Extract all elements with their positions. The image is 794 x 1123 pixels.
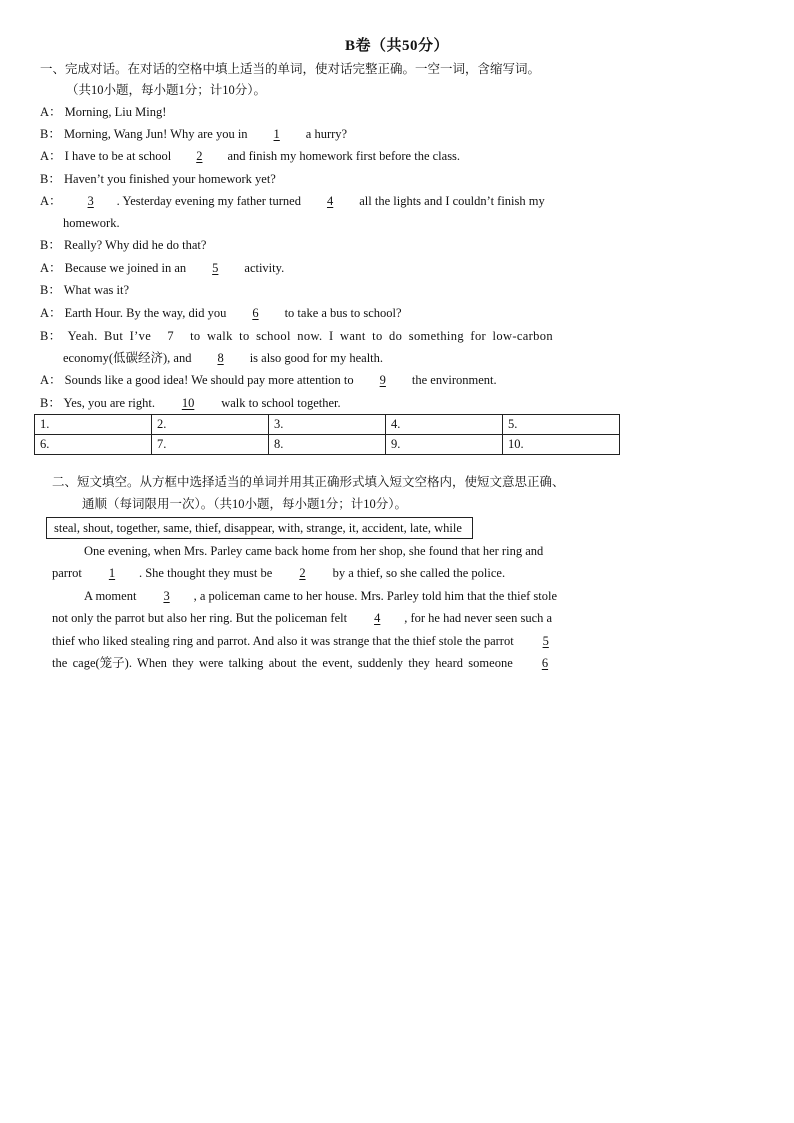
dialogue-line: B： What was it? [40,283,130,297]
passage-line: parrot 1 . She thought they must be 2 by a thief, so she called the police. [52,566,506,580]
blank-7[interactable]: 7 [167,329,174,343]
table-row [35,415,620,435]
answer-cell[interactable]: 8. [269,435,386,455]
answer-cell[interactable]: 4. [386,415,503,435]
table-row [35,435,620,455]
dialogue-line: B： Morning, Wang Jun! Why are you in 1 a hurry? [40,127,348,141]
dialogue-line-cont: economy(低碳经济), and 8 is also good for my health. [63,351,384,365]
passage-blank-1[interactable]: 1 [108,566,116,580]
dialogue-line: B： Yes, you are right. 10 walk to school together. [40,396,341,410]
dialogue-line: A： 3 . Yesterday evening my father turned 4 all the lights and I couldn’t finish my [40,194,545,208]
answer-table [34,414,620,455]
word-box: steal, shout, together, same, thief, disappear, with, strange, it, accident, late, while [46,517,473,539]
dialogue-line: B： Haven’t you finished your homework yet? [40,172,276,186]
answer-cell[interactable]: 2. [152,415,269,435]
passage-line: A moment 3 , a policeman came to her house. Mrs. Parley told him that the thief stole [84,589,558,603]
passage-blank-3[interactable]: 3 [163,589,170,603]
answer-cell[interactable]: 1. [35,415,152,435]
passage-blank-2[interactable]: 2 [299,566,306,580]
dialogue-line: B： Yeah. But I’ve 7 to walk to school now. I want to do something for low-carbon [40,329,553,343]
section1-heading-cont: （共10小题，每小题1分；计10分）。 [66,83,267,97]
section1-heading: 一、完成对话。在对话的空格中填上适当的单词，使对话完整正确。一空一词，含缩写词。 [40,62,541,76]
blank-2[interactable]: 2 [196,149,203,163]
passage-blank-5[interactable]: 5 [542,634,549,648]
passage-line: the cage(笼子). When they were talking about the event, suddenly they heard someone 6 [52,656,549,670]
dialogue-line: A： Morning, Liu Ming! [40,105,167,119]
answer-cell[interactable]: 10. [503,435,620,455]
answer-cell[interactable]: 3. [269,415,386,435]
passage-line: not only the parrot but also her ring. But the policeman felt 4 , for he had never seen such a [52,611,553,625]
blank-3[interactable]: 3 [87,194,94,208]
dialogue-line: A： I have to be at school 2 and finish my homework first before the class. [40,149,461,163]
passage-blank-6[interactable]: 6 [541,656,549,670]
dialogue-line-cont: homework. [63,216,120,230]
passage-line: thief who liked stealing ring and parrot. And also it was strange that the thief stole the parrot 5 [52,634,549,648]
page-title: B卷（共50分） [344,38,449,54]
dialogue-line: A： Sounds like a good idea! We should pay more attention to 9 the environment. [40,373,497,387]
answer-cell[interactable]: 5. [503,415,620,435]
dialogue-line: B： Really? Why did he do that? [40,238,207,252]
passage-line: One evening, when Mrs. Parley came back home from her shop, she found that her ring and [84,544,544,558]
dialogue-line: A： Earth Hour. By the way, did you 6 to take a bus to school? [40,306,402,320]
blank-8[interactable]: 8 [217,351,224,365]
blank-10[interactable]: 10 [181,396,195,410]
blank-6[interactable]: 6 [252,306,259,320]
section2-heading-cont: 通顺（每词限用一次）。（共10小题，每小题1分；计10分）。 [82,497,408,511]
answer-cell[interactable]: 6. [35,435,152,455]
blank-5[interactable]: 5 [212,261,219,275]
section2-heading: 二、短文填空。从方框中选择适当的单词并用其正确形式填入短文空格内，使短文意思正确、 [52,475,565,489]
answer-cell[interactable]: 9. [386,435,503,455]
blank-4[interactable]: 4 [326,194,334,208]
blank-9[interactable]: 9 [379,373,386,387]
dialogue-line: A： Because we joined in an 5 activity. [40,261,285,275]
passage-blank-4[interactable]: 4 [374,611,381,625]
blank-1[interactable]: 1 [273,127,280,141]
answer-cell[interactable]: 7. [152,435,269,455]
